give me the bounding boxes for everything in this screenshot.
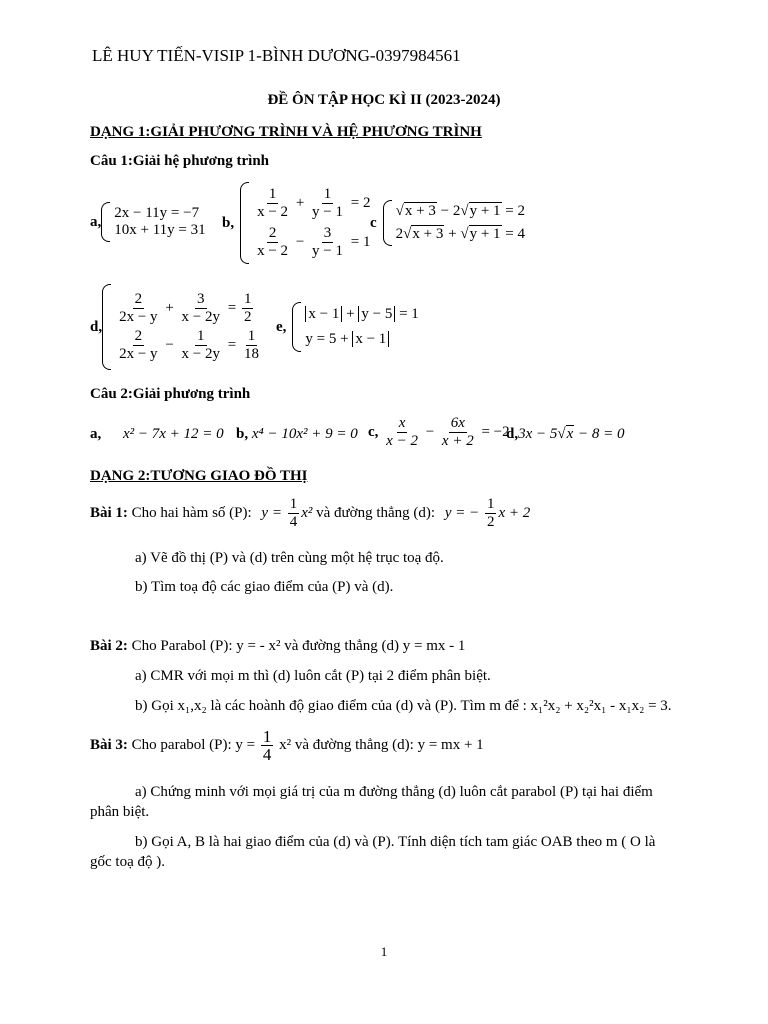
abs-value: x − 1 [352,331,389,347]
q1-c-op: − 2 [436,203,461,219]
bai-1-d-pre: y = − [444,504,480,521]
q2-part-c: c, $\frac{x}{x - 2}$ − $\frac{6x}{x + 2}$ = −2 [368,415,510,449]
frac-num: 2 [268,225,277,241]
q2-c-label: c, [368,423,379,440]
frac-den: 4 [262,745,272,764]
bai-2-label: Bài 2: [90,638,128,654]
page-number: 1 [380,944,388,959]
bai-1-p-pre: y = [261,504,282,521]
sqrt-arg: y + 1 [469,226,501,242]
frac-den: x − 2 [257,243,289,259]
bai-3-label: Bài 3: [90,736,128,753]
question-2-label: Câu 2:Giải phương trình [90,386,251,402]
frac-num: 2 [134,291,143,307]
frac-num: 1 [268,186,277,202]
sqrt-arg: x [566,426,574,442]
q1-c-coef: 2 [395,226,404,242]
q1-c-rhs2: = 4 [501,226,526,242]
sqrt-arg: x + 3 [412,226,444,242]
bai-1-text2: và đường thẳng (d): [316,504,436,521]
document-title: ĐỀ ÔN TẬP HỌC KÌ II (2023-2024) [267,92,501,108]
frac-den: x − 2 [257,204,289,220]
q1-e-rhs: = 1 [395,306,419,322]
q1-c-rhs1: = 2 [501,203,526,219]
sqrt-arg: y + 1 [469,203,501,219]
section-heading-1: DẠNG 1:GIẢI PHƯƠNG TRÌNH VÀ HỆ PHƯƠNG TRÌNH [90,124,482,140]
frac-den: 4 [289,514,298,530]
brace-icon [102,284,111,370]
bai-1-part-b: b) Tìm toạ độ các giao điểm của (P) và (d). [135,579,394,595]
frac-den: x − 2 [386,433,418,449]
q2-c-rhs: = −2 [481,423,510,440]
bai-2-text: Cho Parabol (P): y = - x² và đường thẳng (d) y = mx - 1 [131,638,466,654]
frac-den: y − 1 [312,243,343,259]
frac-num: 2 [134,328,143,344]
brace-icon [383,200,392,246]
frac-num: 6x [450,415,465,431]
q1-part-c: c √x + 3 − 2√y + 1 = 2 2√x + 3 + √y + 1 = 4 [370,200,525,246]
frac-den: x − 2y [181,309,220,325]
frac-num: 3 [197,291,205,307]
frac-num: 1 [289,496,298,512]
q1-c-label: c [370,214,377,231]
frac-num: 1 [323,186,332,202]
q2-part-b [236,426,358,443]
frac-den: 2x − y [119,346,158,362]
q1-part-a [90,202,206,242]
q2-a-label: a, [90,426,102,442]
bai-1-p-post: x² [301,504,313,521]
bai-3-part-b-line2: gốc toạ độ ). [90,854,165,870]
frac-den: y − 1 [312,204,343,220]
q1-e-eq2: y = 5 + [305,331,353,347]
q1-d-label: d, [90,318,103,335]
frac-num: 1 [247,328,256,344]
q2-d-post: − 8 = 0 [574,426,625,442]
bai-3-part-a-line1: a) Chứng minh với mọi giá trị của m đường thẳng (d) luôn cắt parabol (P) tại hai điểm [135,784,653,800]
frac-den: x − 2y [181,346,220,362]
abs-value: y − 5 [358,306,395,322]
q2-b-eq: x⁴ − 10x² + 9 = 0 [251,426,358,442]
q1-c-op: + [444,226,461,242]
frac-num: 3 [323,225,332,241]
sqrt-arg: x + 3 [404,203,436,219]
frac-num: 1 [243,291,252,307]
q2-b-label: b, [236,426,249,442]
bai-1-text1: Cho hai hàm số (P): [131,504,252,521]
bai-1-part-a: a) Vẽ đồ thị (P) và (d) trên cùng một hệ trục toạ độ. [135,550,444,566]
bai-3-text1: Cho parabol (P): y = [131,736,256,753]
frac-num: 1 [197,328,205,344]
q1-e-label: e, [276,318,287,335]
bai-3-text2: x² và đường thẳng (d): y = mx + 1 [279,736,484,753]
frac-den: 18 [243,346,259,362]
q1-a-eq2: 10x + 11y = 31 [114,222,206,238]
abs-value: x − 1 [305,306,342,322]
frac-den: 2x − y [119,309,158,325]
bai-1-label: Bài 1: [90,504,128,521]
brace-icon [240,182,249,264]
bai-1-d-post: x + 2 [498,504,531,521]
q1-part-d: d, $\frac{2}{2x - y}$ + $\frac{3}{x - 2y}$ = $\frac{1}{2}$ $\frac{2}{2x - y}$ − $\frac{1}{x - 2y}$ = $\frac{1}{18}$ [90,284,263,370]
frac-den: 2 [486,514,495,530]
bai-2-part-b: b) Gọi x₁,x₂ là các hoành độ giao điểm của (d) và (P). Tìm m để : x₁²x₂ + x₂²x₁ - x₁x₂ = 3. [135,698,672,714]
frac-num: 1 [262,727,272,746]
bai-2-part-a: a) CMR với mọi m thì (d) luôn cắt (P) tại 2 điểm phân biệt. [135,668,491,684]
frac-num: 1 [486,496,495,512]
bai-3-part-b-line1: b) Gọi A, B là hai giao điểm của (d) và (P). Tính diện tích tam giác OAB theo m ( O là [135,834,656,850]
question-1-label: Câu 1:Giải hệ phương trình [90,153,270,169]
frac-den: x + 2 [441,433,474,449]
brace-icon [292,302,301,352]
brace-icon [101,202,110,242]
q1-a-label: a, [90,213,102,230]
q2-part-d: d,3x − 5√x − 8 = 0 [506,426,625,442]
frac-num: x [398,415,406,431]
bai-1-statement [90,496,530,531]
q2-part-a [90,426,224,443]
q1-b-rhs2: = 1 [350,233,371,250]
q2-a-eq: x² − 7x + 12 = 0 [123,426,224,442]
document-header: LÊ HUY TIẾN-VISIP 1-BÌNH DƯƠNG-0397984561 [92,46,461,65]
bai-3-statement [90,728,484,763]
bai-2-statement [90,638,465,655]
section-heading-2: DẠNG 2:TƯƠNG GIAO ĐỒ THỊ [90,468,308,484]
frac-den: 2 [243,309,252,325]
q1-b-label: b, [222,214,235,231]
q2-d-label: d, [506,426,519,442]
q1-b-rhs1: = 2 [350,194,371,211]
bai-3-part-a-line2: phân biệt. [90,804,150,820]
q1-part-b: b, $\frac{1}{x - 2}$ + $\frac{1}{y - 1}$ = 2 $\frac{2}{x - 2}$ − $\frac{3}{y - 1}$ = 1 [222,182,370,264]
q1-part-e: e, x − 1 + y − 5 = 1 y = 5 + x − 1 [276,302,419,352]
q2-d-pre: 3x − 5 [518,426,558,442]
q1-a-eq1: 2x − 11y = −7 [114,205,200,221]
